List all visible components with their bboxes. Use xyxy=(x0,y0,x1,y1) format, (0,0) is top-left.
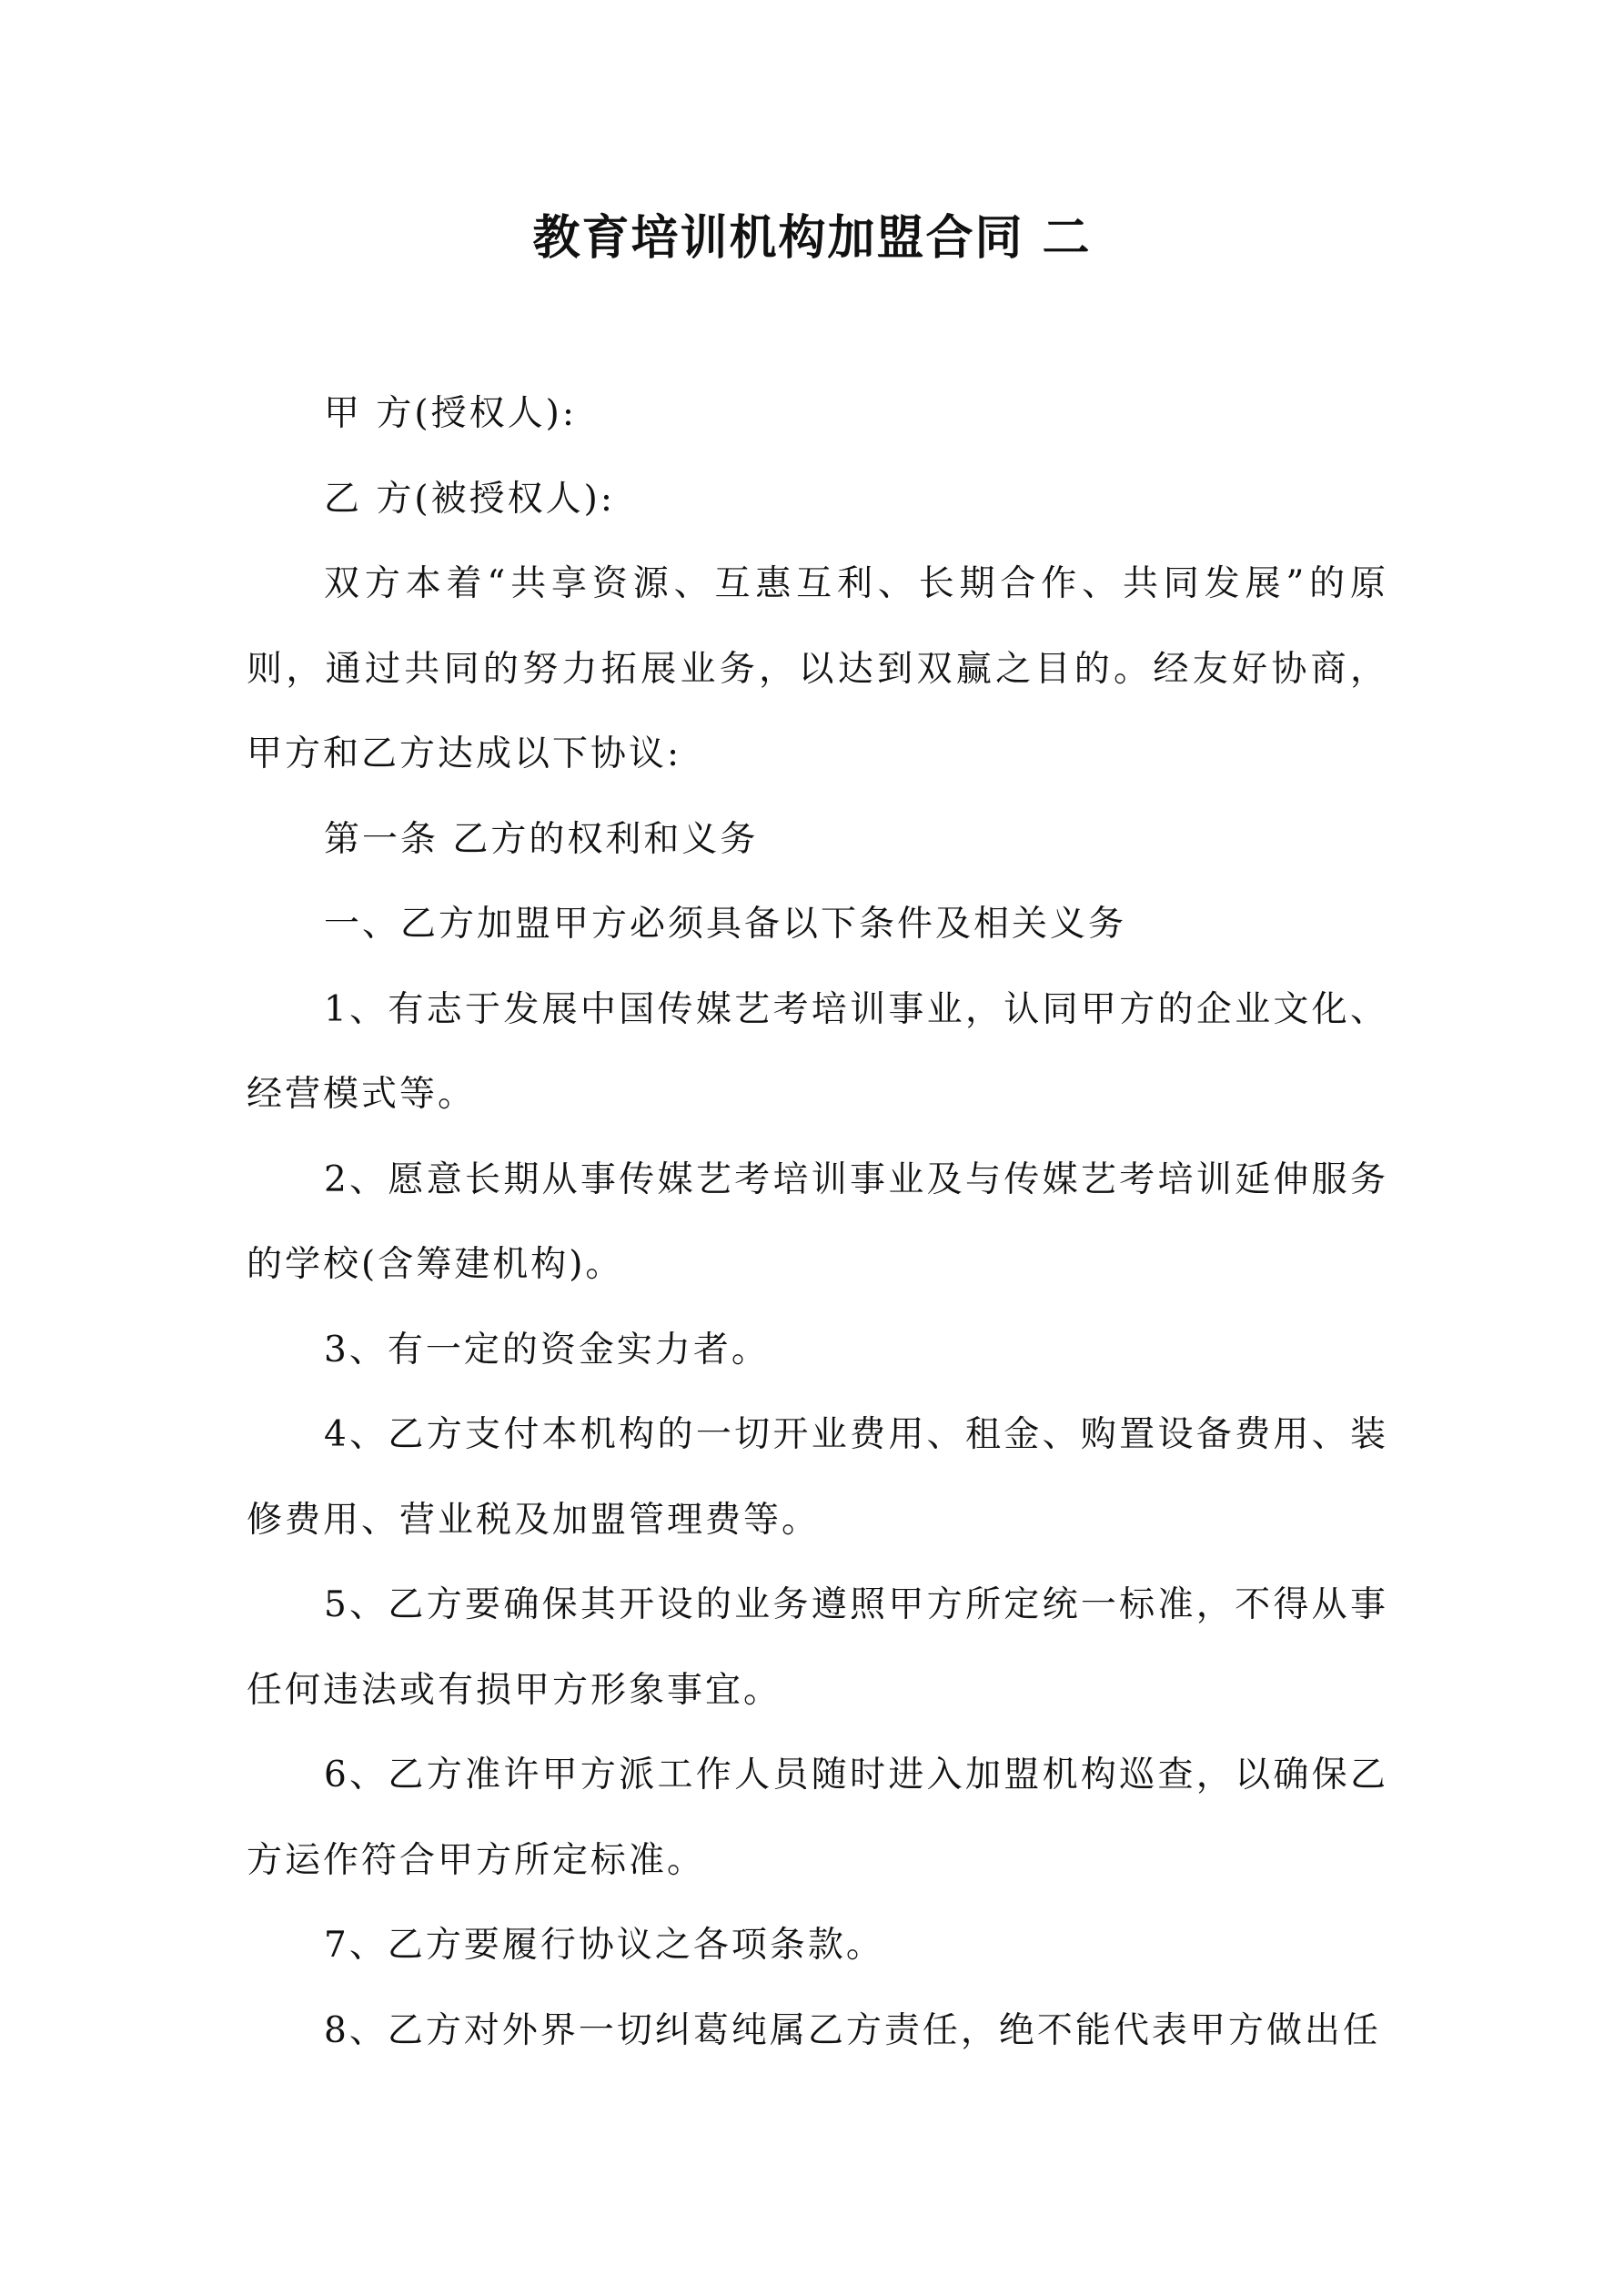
clause-paragraph: 2、愿意长期从事传媒艺考培训事业及与传媒艺考培训延伸服务的学校(含筹建机构)。 xyxy=(247,1158,1388,1285)
clause-paragraph: 8、乙方对外界一切纠葛纯属乙方责任，绝不能代表甲方做出任 xyxy=(324,2009,1381,2051)
preamble-paragraph: 双方本着“共享资源、互惠互利、长期合作、共同发展”的原则，通过共同的努力拓展业务，以达到双赢之目的。经友好协商，甲方和乙方达成以下协议: xyxy=(247,563,1388,774)
clause-paragraph: 7、乙方要履行协议之各项条款。 xyxy=(324,1925,884,1966)
clause-paragraph: 4、乙方支付本机构的一切开业费用、租金、购置设备费用、装修费用、营业税及加盟管理费等。 xyxy=(247,1414,1388,1541)
clause-paragraph: 6、乙方准许甲方派工作人员随时进入加盟机构巡查，以确保乙方运作符合甲方所定标准。 xyxy=(247,1755,1388,1881)
document-title: 教育培训机构加盟合同 二 xyxy=(532,211,1092,266)
clause-paragraph: 5、乙方要确保其开设的业务遵照甲方所定统一标准，不得从事任何违法或有损甲方形象事宜。 xyxy=(247,1584,1388,1711)
clause-paragraph: 1、有志于发展中国传媒艺考培训事业，认同甲方的企业文化、经营模式等。 xyxy=(247,988,1388,1115)
document-body xyxy=(247,371,1388,2073)
article-heading: 第一条 乙方的权利和义务 xyxy=(324,818,759,860)
party-b-line: 乙 方(被授权人): xyxy=(324,478,615,520)
party-a-line: 甲 方(授权人): xyxy=(324,393,577,434)
section-heading: 一、乙方加盟甲方必须具备以下条件及相关义务 xyxy=(324,904,1127,945)
clause-paragraph: 3、有一定的资金实力者。 xyxy=(324,1329,770,1371)
